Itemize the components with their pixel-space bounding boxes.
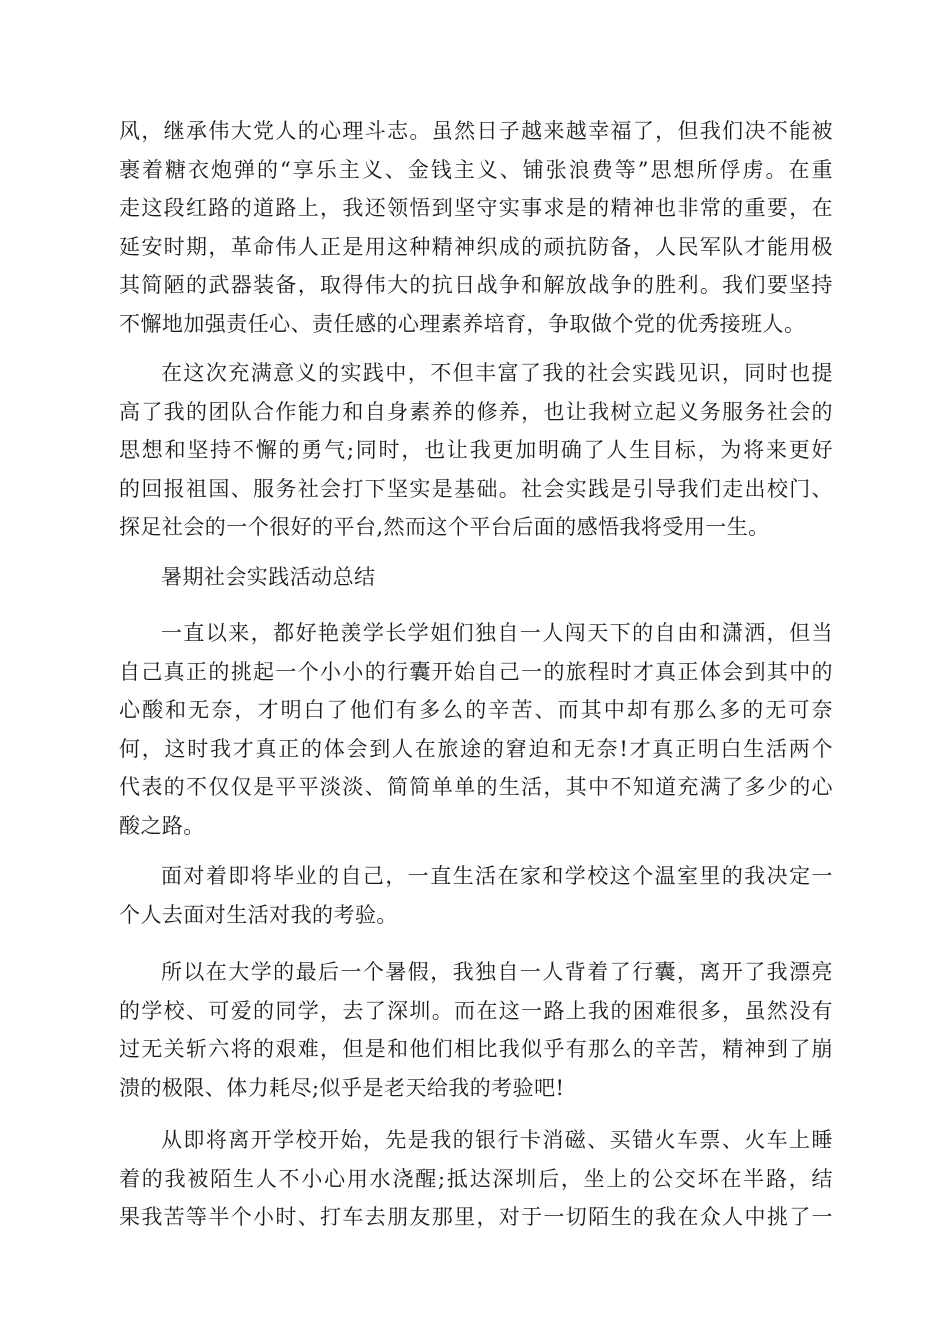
paragraph-6 bbox=[119, 1121, 833, 1237]
paragraph-line: 走这段红路的道路上，我还领悟到坚守实事求是的精神也非常的重要，在 bbox=[119, 196, 833, 221]
paragraph-line: 所以在大学的最后一个暑假，我独自一人背着了行囊，离开了我漂亮 bbox=[161, 960, 833, 984]
paragraph-line: 高了我的团队合作能力和自身素养的修养，也让我树立起义务服务社会的 bbox=[119, 399, 833, 424]
paragraph-line: 其简陋的武器装备，取得伟大的抗日战争和解放战争的胜利。我们要坚持 bbox=[119, 273, 833, 298]
paragraph-line: 酸之路。 bbox=[119, 813, 205, 838]
paragraph-line: 不懈地加强责任心、责任感的心理素养培育，争取做个党的优秀接班人。 bbox=[119, 311, 806, 336]
paragraph-line: 心酸和无奈，才明白了他们有多么的辛苦、而其中却有那么多的无可奈 bbox=[119, 698, 833, 723]
paragraph-line: 着的我被陌生人不小心用水浇醒;抵达深圳后，坐上的公交坏在半路，结 bbox=[119, 1166, 833, 1191]
paragraph-line: 一直以来，都好艳羡学长学姐们独自一人闯天下的自由和潇洒，但当 bbox=[161, 621, 833, 645]
section-heading bbox=[119, 558, 833, 597]
paragraph-line: 过无关斩六将的艰难，但是和他们相比我似乎有那么的辛苦，精神到了崩 bbox=[119, 1037, 833, 1062]
paragraph-line: 的回报祖国、服务社会打下坚实是基础。社会实践是引导我们走出校门、 bbox=[119, 476, 833, 501]
heading-text: 暑期社会实践活动总结 bbox=[161, 565, 376, 589]
paragraph-line: 探足社会的一个很好的平台,然而这个平台后面的感悟我将受用一生。 bbox=[119, 515, 770, 540]
paragraph-2 bbox=[119, 354, 833, 547]
paragraph-line: 裹着糖衣炮弹的“享乐主义、金钱主义、铺张浪费等”思想所俘虏。在重 bbox=[119, 157, 833, 182]
paragraph-line: 在这次充满意义的实践中，不但丰富了我的社会实践见识，同时也提 bbox=[161, 361, 833, 385]
paragraph-4 bbox=[119, 857, 833, 934]
paragraph-line: 面对着即将毕业的自己，一直生活在家和学校这个温室里的我决定一 bbox=[161, 864, 833, 888]
paragraph-line: 自己真正的挑起一个小小的行囊开始自己一的旅程时才真正体会到其中的 bbox=[119, 659, 833, 684]
paragraph-line: 个人去面对生活对我的考验。 bbox=[119, 902, 398, 927]
paragraph-line: 何，这时我才真正的体会到人在旅途的窘迫和无奈!才真正明白生活两个 bbox=[119, 736, 833, 761]
paragraph-line: 延安时期，革命伟人正是用这种精神织成的顽抗防备，人民军队才能用极 bbox=[119, 234, 833, 259]
paragraph-line: 从即将离开学校开始，先是我的银行卡消磁、买错火车票、火车上睡 bbox=[161, 1128, 833, 1152]
paragraph-1 bbox=[119, 112, 833, 344]
paragraph-line: 风，继承伟大党人的心理斗志。虽然日子越来越幸福了，但我们决不能被 bbox=[119, 119, 833, 143]
paragraph-line: 溃的极限、体力耗尽;似乎是老天给我的考验吧! bbox=[119, 1075, 565, 1100]
paragraph-3 bbox=[119, 614, 833, 846]
paragraph-line: 思想和坚持不懈的勇气;同时，也让我更加明确了人生目标，为将来更好 bbox=[119, 438, 833, 463]
paragraph-line: 的学校、可爱的同学，去了深圳。而在这一路上我的困难很多，虽然没有 bbox=[119, 998, 833, 1023]
paragraph-line: 果我苦等半个小时、打车去朋友那里，对于一切陌生的我在众人中挑了一 bbox=[119, 1205, 833, 1230]
paragraph-5 bbox=[119, 953, 833, 1107]
paragraph-line: 代表的不仅仅是平平淡淡、简简单单的生活，其中不知道充满了多少的心 bbox=[119, 775, 833, 800]
